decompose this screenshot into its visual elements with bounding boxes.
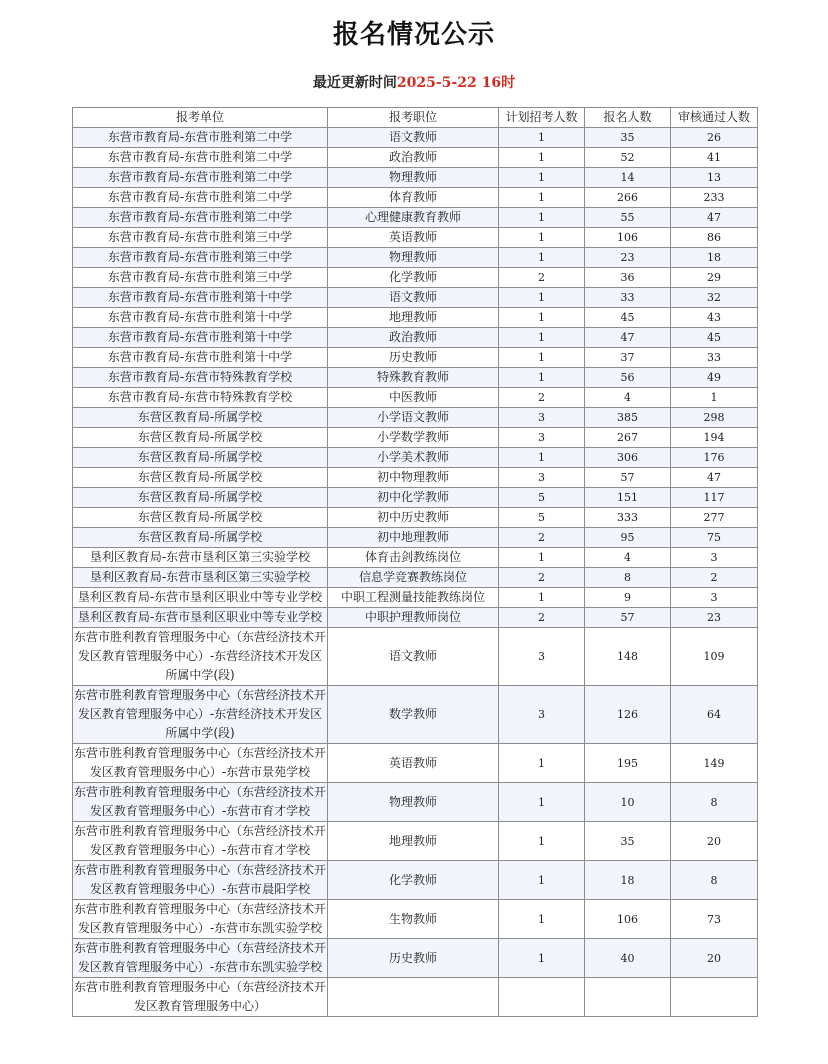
cell-approved: 298 xyxy=(671,408,758,428)
cell-position: 初中历史教师 xyxy=(328,508,499,528)
cell-position: 小学数学教师 xyxy=(328,428,499,448)
cell-position: 历史教师 xyxy=(328,939,499,978)
cell-position: 语文教师 xyxy=(328,128,499,148)
table-row xyxy=(73,861,758,900)
cell-planned: 1 xyxy=(499,148,585,168)
table-row xyxy=(73,128,758,148)
cell-applicants: 126 xyxy=(585,686,671,744)
cell-unit: 东营市教育局-东营市胜利第十中学 xyxy=(73,308,328,328)
cell-unit: 垦利区教育局-东营市垦利区职业中等专业学校 xyxy=(73,588,328,608)
cell-approved: 23 xyxy=(671,608,758,628)
table-row xyxy=(73,468,758,488)
cell-approved: 32 xyxy=(671,288,758,308)
cell-planned: 1 xyxy=(499,861,585,900)
cell-unit: 东营市胜利教育管理服务中心（东营经济技术开发区教育管理服务中心）-东营市东凯实验学校 xyxy=(73,900,328,939)
cell-applicants: 18 xyxy=(585,861,671,900)
cell-applicants: 36 xyxy=(585,268,671,288)
cell-applicants: 106 xyxy=(585,900,671,939)
cell-position: 英语教师 xyxy=(328,744,499,783)
cell-approved: 18 xyxy=(671,248,758,268)
header-planned: 计划招考人数 xyxy=(499,108,585,128)
cell-unit: 东营区教育局-所属学校 xyxy=(73,448,328,468)
cell-planned: 2 xyxy=(499,608,585,628)
cell-applicants: 14 xyxy=(585,168,671,188)
cell-applicants: 33 xyxy=(585,288,671,308)
header-unit: 报考单位 xyxy=(73,108,328,128)
cell-approved: 149 xyxy=(671,744,758,783)
cell-applicants: 10 xyxy=(585,783,671,822)
cell-planned: 3 xyxy=(499,428,585,448)
cell-applicants: 23 xyxy=(585,248,671,268)
table-row xyxy=(73,568,758,588)
cell-approved: 73 xyxy=(671,900,758,939)
cell-applicants: 151 xyxy=(585,488,671,508)
cell-position: 初中物理教师 xyxy=(328,468,499,488)
cell-unit: 东营市教育局-东营市胜利第二中学 xyxy=(73,148,328,168)
cell-unit: 东营区教育局-所属学校 xyxy=(73,508,328,528)
cell-applicants: 47 xyxy=(585,328,671,348)
cell-approved: 233 xyxy=(671,188,758,208)
update-time-value: 2025-5-22 16时 xyxy=(396,75,516,91)
cell-approved: 47 xyxy=(671,468,758,488)
table-row xyxy=(73,939,758,978)
cell-approved: 49 xyxy=(671,368,758,388)
table-row xyxy=(73,168,758,188)
cell-approved: 47 xyxy=(671,208,758,228)
cell-unit: 东营区教育局-所属学校 xyxy=(73,468,328,488)
cell-position xyxy=(328,978,499,1017)
cell-applicants: 306 xyxy=(585,448,671,468)
cell-position: 信息学竞赛教练岗位 xyxy=(328,568,499,588)
cell-position: 小学语文教师 xyxy=(328,408,499,428)
cell-unit: 东营区教育局-所属学校 xyxy=(73,428,328,448)
cell-approved: 75 xyxy=(671,528,758,548)
cell-applicants: 57 xyxy=(585,468,671,488)
cell-applicants: 195 xyxy=(585,744,671,783)
cell-planned: 1 xyxy=(499,308,585,328)
cell-unit: 东营市教育局-东营市胜利第三中学 xyxy=(73,248,328,268)
cell-applicants: 35 xyxy=(585,822,671,861)
cell-planned: 1 xyxy=(499,588,585,608)
cell-position: 语文教师 xyxy=(328,628,499,686)
cell-applicants: 55 xyxy=(585,208,671,228)
cell-approved: 3 xyxy=(671,588,758,608)
cell-approved: 176 xyxy=(671,448,758,468)
table-row xyxy=(73,248,758,268)
cell-position: 语文教师 xyxy=(328,288,499,308)
cell-applicants: 148 xyxy=(585,628,671,686)
cell-unit: 东营区教育局-所属学校 xyxy=(73,408,328,428)
cell-position: 中职护理教师岗位 xyxy=(328,608,499,628)
table-row xyxy=(73,548,758,568)
cell-unit: 东营市胜利教育管理服务中心（东营经济技术开发区教育管理服务中心） xyxy=(73,978,328,1017)
table-row xyxy=(73,328,758,348)
cell-unit: 东营市教育局-东营市胜利第二中学 xyxy=(73,188,328,208)
cell-position: 中职工程测量技能教练岗位 xyxy=(328,588,499,608)
table-row xyxy=(73,348,758,368)
cell-planned: 1 xyxy=(499,328,585,348)
table-row xyxy=(73,148,758,168)
registration-table-container xyxy=(72,107,757,1017)
table-row xyxy=(73,686,758,744)
table-row xyxy=(73,978,758,1017)
cell-planned: 1 xyxy=(499,448,585,468)
cell-planned: 1 xyxy=(499,900,585,939)
cell-unit: 东营区教育局-所属学校 xyxy=(73,488,328,508)
cell-applicants: 385 xyxy=(585,408,671,428)
table-row xyxy=(73,588,758,608)
cell-approved: 277 xyxy=(671,508,758,528)
page-title: 报名情况公示 xyxy=(332,20,495,50)
table-row xyxy=(73,488,758,508)
table-row xyxy=(73,208,758,228)
cell-unit: 东营市教育局-东营市胜利第三中学 xyxy=(73,228,328,248)
table-row xyxy=(73,608,758,628)
cell-position: 政治教师 xyxy=(328,148,499,168)
cell-approved: 20 xyxy=(671,939,758,978)
cell-applicants: 37 xyxy=(585,348,671,368)
cell-planned: 1 xyxy=(499,188,585,208)
cell-approved: 45 xyxy=(671,328,758,348)
cell-position: 体育击剑教练岗位 xyxy=(328,548,499,568)
cell-applicants xyxy=(585,978,671,1017)
cell-planned: 3 xyxy=(499,686,585,744)
cell-unit: 东营市教育局-东营市胜利第二中学 xyxy=(73,208,328,228)
cell-applicants: 9 xyxy=(585,588,671,608)
cell-position: 政治教师 xyxy=(328,328,499,348)
cell-applicants: 95 xyxy=(585,528,671,548)
cell-approved: 2 xyxy=(671,568,758,588)
cell-unit: 东营市教育局-东营市特殊教育学校 xyxy=(73,388,328,408)
cell-position: 中医教师 xyxy=(328,388,499,408)
cell-planned: 1 xyxy=(499,368,585,388)
table-row xyxy=(73,900,758,939)
table-row xyxy=(73,408,758,428)
table-row xyxy=(73,308,758,328)
cell-applicants: 52 xyxy=(585,148,671,168)
cell-approved: 29 xyxy=(671,268,758,288)
cell-planned: 1 xyxy=(499,939,585,978)
cell-planned: 1 xyxy=(499,548,585,568)
cell-unit: 东营市教育局-东营市胜利第十中学 xyxy=(73,288,328,308)
cell-unit: 东营市胜利教育管理服务中心（东营经济技术开发区教育管理服务中心）-东营市晨阳学校 xyxy=(73,861,328,900)
cell-unit: 东营市胜利教育管理服务中心（东营经济技术开发区教育管理服务中心）-东营市东凯实验学校 xyxy=(73,939,328,978)
cell-applicants: 56 xyxy=(585,368,671,388)
cell-planned: 2 xyxy=(499,388,585,408)
table-row xyxy=(73,528,758,548)
cell-approved: 194 xyxy=(671,428,758,448)
table-row xyxy=(73,228,758,248)
cell-planned: 1 xyxy=(499,744,585,783)
table-row xyxy=(73,288,758,308)
cell-unit: 垦利区教育局-东营市垦利区第三实验学校 xyxy=(73,568,328,588)
cell-position: 地理教师 xyxy=(328,822,499,861)
cell-approved: 43 xyxy=(671,308,758,328)
cell-applicants: 8 xyxy=(585,568,671,588)
cell-approved: 8 xyxy=(671,861,758,900)
table-row xyxy=(73,448,758,468)
cell-unit: 东营市教育局-东营市胜利第三中学 xyxy=(73,268,328,288)
table-row xyxy=(73,783,758,822)
table-row xyxy=(73,388,758,408)
cell-applicants: 267 xyxy=(585,428,671,448)
cell-planned: 2 xyxy=(499,268,585,288)
table-row xyxy=(73,508,758,528)
cell-unit: 垦利区教育局-东营市垦利区职业中等专业学校 xyxy=(73,608,328,628)
cell-position: 体育教师 xyxy=(328,188,499,208)
cell-unit: 东营市胜利教育管理服务中心（东营经济技术开发区教育管理服务中心）-东营经济技术开发区所属中学(段) xyxy=(73,686,328,744)
cell-planned: 1 xyxy=(499,783,585,822)
cell-approved xyxy=(671,978,758,1017)
update-time-label: 最近更新时间 xyxy=(312,75,397,91)
cell-position: 地理教师 xyxy=(328,308,499,328)
cell-unit: 东营市教育局-东营市胜利第十中学 xyxy=(73,348,328,368)
cell-planned: 1 xyxy=(499,228,585,248)
cell-position: 物理教师 xyxy=(328,248,499,268)
cell-planned: 1 xyxy=(499,348,585,368)
update-time-line xyxy=(0,72,828,92)
cell-approved: 109 xyxy=(671,628,758,686)
cell-planned: 3 xyxy=(499,628,585,686)
header-approved: 审核通过人数 xyxy=(671,108,758,128)
cell-position: 英语教师 xyxy=(328,228,499,248)
cell-position: 化学教师 xyxy=(328,268,499,288)
cell-unit: 东营市教育局-东营市胜利第十中学 xyxy=(73,328,328,348)
cell-position: 化学教师 xyxy=(328,861,499,900)
cell-approved: 8 xyxy=(671,783,758,822)
cell-approved: 1 xyxy=(671,388,758,408)
cell-applicants: 4 xyxy=(585,548,671,568)
cell-applicants: 4 xyxy=(585,388,671,408)
cell-unit: 东营市教育局-东营市胜利第二中学 xyxy=(73,128,328,148)
registration-table xyxy=(72,107,758,1017)
cell-planned: 3 xyxy=(499,468,585,488)
cell-planned xyxy=(499,978,585,1017)
header-position: 报考职位 xyxy=(328,108,499,128)
cell-approved: 41 xyxy=(671,148,758,168)
cell-approved: 26 xyxy=(671,128,758,148)
cell-position: 心理健康教育教师 xyxy=(328,208,499,228)
table-body xyxy=(73,128,758,1017)
cell-applicants: 266 xyxy=(585,188,671,208)
cell-unit: 东营市胜利教育管理服务中心（东营经济技术开发区教育管理服务中心）-东营市育才学校 xyxy=(73,783,328,822)
cell-position: 历史教师 xyxy=(328,348,499,368)
cell-planned: 2 xyxy=(499,528,585,548)
cell-position: 生物教师 xyxy=(328,900,499,939)
cell-planned: 1 xyxy=(499,248,585,268)
cell-unit: 东营市胜利教育管理服务中心（东营经济技术开发区教育管理服务中心）-东营经济技术开发区所属中学(段) xyxy=(73,628,328,686)
cell-unit: 东营市教育局-东营市胜利第二中学 xyxy=(73,168,328,188)
cell-position: 小学美术教师 xyxy=(328,448,499,468)
cell-approved: 3 xyxy=(671,548,758,568)
cell-applicants: 333 xyxy=(585,508,671,528)
cell-planned: 1 xyxy=(499,208,585,228)
table-row xyxy=(73,268,758,288)
cell-approved: 86 xyxy=(671,228,758,248)
cell-approved: 33 xyxy=(671,348,758,368)
cell-applicants: 57 xyxy=(585,608,671,628)
cell-applicants: 35 xyxy=(585,128,671,148)
cell-unit: 垦利区教育局-东营市垦利区第三实验学校 xyxy=(73,548,328,568)
cell-planned: 5 xyxy=(499,488,585,508)
cell-position: 数学教师 xyxy=(328,686,499,744)
cell-position: 物理教师 xyxy=(328,783,499,822)
table-row xyxy=(73,368,758,388)
cell-planned: 1 xyxy=(499,288,585,308)
table-row xyxy=(73,822,758,861)
table-header-row xyxy=(73,108,758,128)
cell-planned: 5 xyxy=(499,508,585,528)
cell-position: 特殊教育教师 xyxy=(328,368,499,388)
cell-approved: 64 xyxy=(671,686,758,744)
table-row xyxy=(73,188,758,208)
cell-unit: 东营市教育局-东营市特殊教育学校 xyxy=(73,368,328,388)
cell-approved: 117 xyxy=(671,488,758,508)
cell-planned: 3 xyxy=(499,408,585,428)
cell-unit: 东营区教育局-所属学校 xyxy=(73,528,328,548)
header-applicants: 报名人数 xyxy=(585,108,671,128)
cell-applicants: 45 xyxy=(585,308,671,328)
cell-unit: 东营市胜利教育管理服务中心（东营经济技术开发区教育管理服务中心）-东营市景苑学校 xyxy=(73,744,328,783)
cell-planned: 2 xyxy=(499,568,585,588)
cell-position: 物理教师 xyxy=(328,168,499,188)
cell-applicants: 40 xyxy=(585,939,671,978)
table-row xyxy=(73,628,758,686)
cell-planned: 1 xyxy=(499,128,585,148)
table-row xyxy=(73,744,758,783)
cell-planned: 1 xyxy=(499,168,585,188)
table-row xyxy=(73,428,758,448)
cell-position: 初中地理教师 xyxy=(328,528,499,548)
cell-position: 初中化学教师 xyxy=(328,488,499,508)
cell-approved: 13 xyxy=(671,168,758,188)
cell-planned: 1 xyxy=(499,822,585,861)
cell-applicants: 106 xyxy=(585,228,671,248)
cell-approved: 20 xyxy=(671,822,758,861)
cell-unit: 东营市胜利教育管理服务中心（东营经济技术开发区教育管理服务中心）-东营市育才学校 xyxy=(73,822,328,861)
